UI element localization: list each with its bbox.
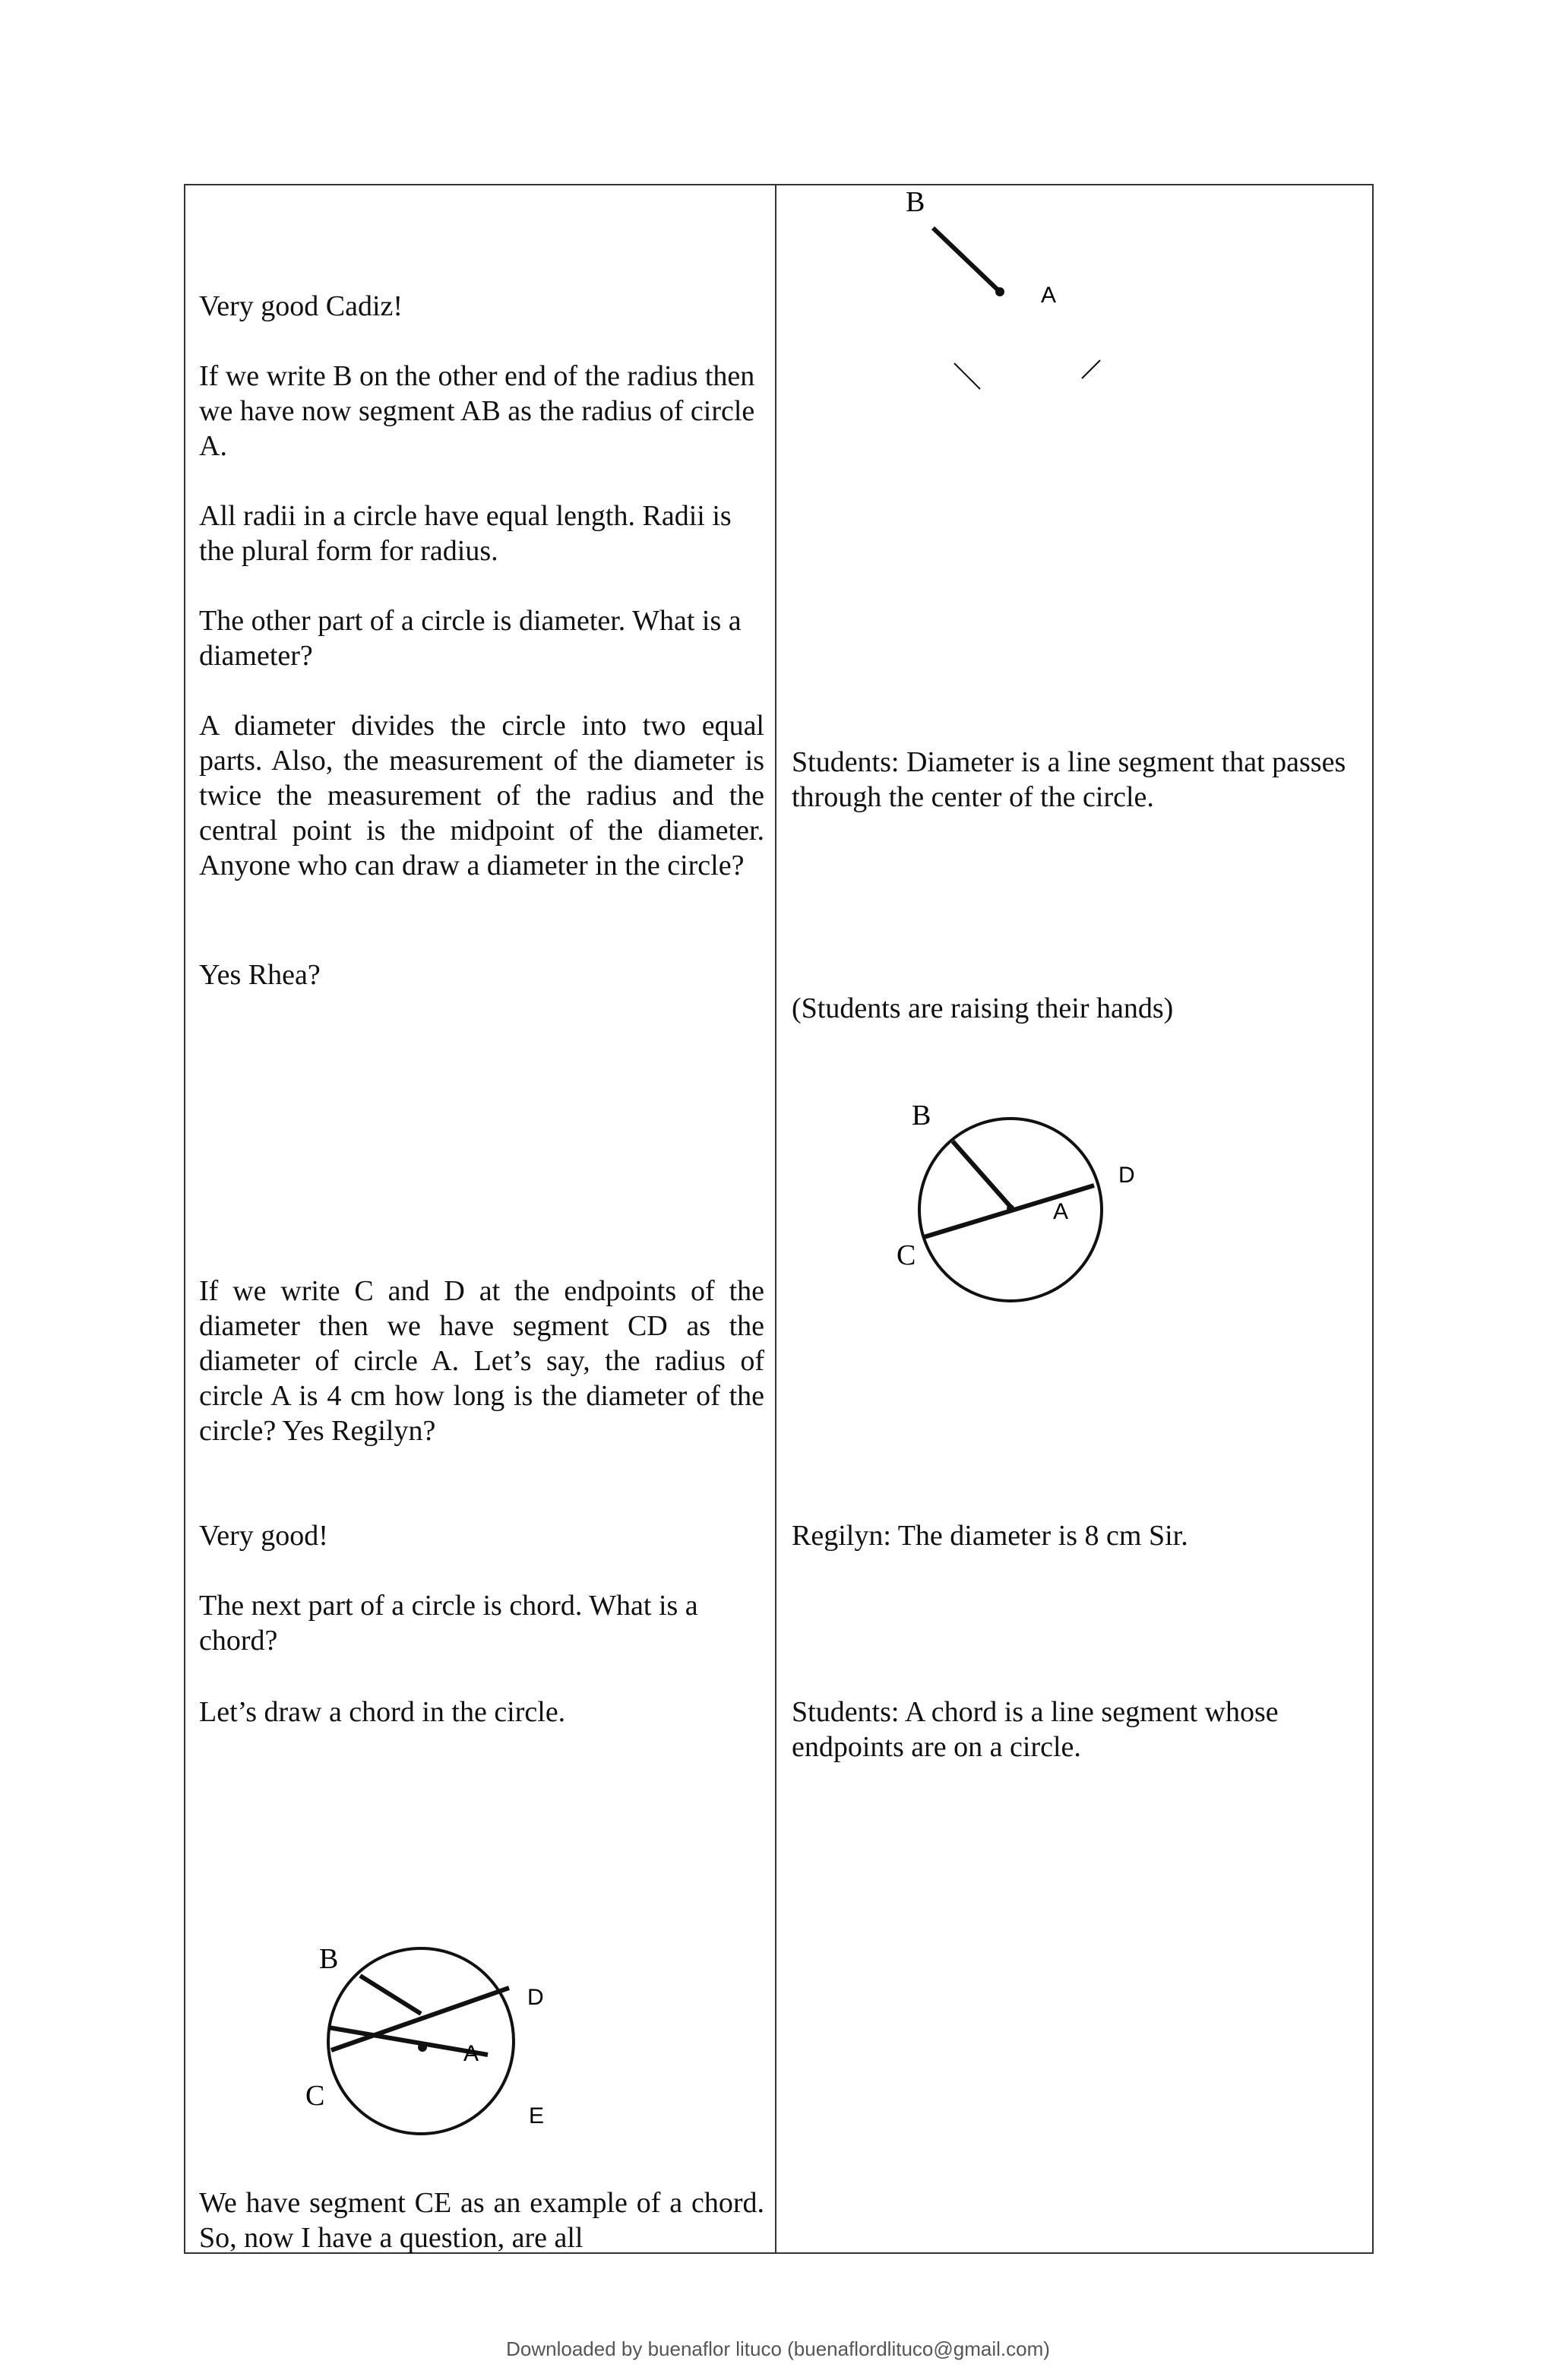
radius-segment-ab (933, 228, 1000, 292)
circle-arc-mark-left (954, 363, 980, 389)
left-text-yes-rhea: Yes Rhea? (199, 959, 321, 991)
left-text-radii: All radii in a circle have equal length. Radii is the plural form for radius. (199, 500, 732, 567)
label-c: C (305, 2080, 325, 2112)
download-footer: Downloaded by buenaflor lituco (buenaflordlituco@gmail.com) (506, 2337, 1050, 2360)
label-b: B (319, 1943, 339, 1975)
left-text-segment-cd: If we write C and D at the endpoints of the diameter then we have segment CD as the diameter of circle A. Let’s say, the radius of circle A is 4 cm how long is the diameter of the circle? Yes Regilyn? (199, 1275, 764, 1447)
left-text-diameter-explanation: A diameter divides the circle into two equal parts. Also, the measurement of the diameter is twice the measurement of the radius and the central point is the midpoint of the diameter. Anyone who can draw a diameter in the circle? (199, 710, 764, 881)
left-text-chord-question: The next part of a circle is chord. What is a chord? (199, 1590, 698, 1657)
label-a: A (463, 2041, 479, 2066)
center-point-a (418, 2043, 427, 2052)
label-b: B (912, 1100, 931, 1131)
radius-diagram (874, 176, 1132, 404)
left-text-very-good-cadiz: Very good Cadiz! (199, 290, 403, 322)
right-text-raising-hands: (Students are raising their hands) (792, 992, 1174, 1024)
label-d: D (527, 1985, 544, 2010)
radius-segment-ab (360, 1976, 421, 2014)
right-text-students-diameter: Students: Diameter is a line segment that passes through the center of the circle. (792, 746, 1346, 813)
center-point-a (1007, 1204, 1014, 1212)
left-text-diameter-question: The other part of a circle is diameter. What is a diameter? (199, 605, 742, 672)
right-text-regilyn-answer: Regilyn: The diameter is 8 cm Sir. (792, 1520, 1188, 1552)
label-a: A (1053, 1199, 1069, 1224)
label-b: B (906, 186, 925, 218)
right-text-students-chord: Students: A chord is a line segment whose endpoints are on a circle. (792, 1696, 1279, 1763)
chord-diagram (296, 1912, 600, 2140)
left-text-segment-ce: We have segment CE as an example of a chord. So, now I have a question, are all (199, 2187, 764, 2254)
left-text-radius-ab: If we write B on the other end of the radius then we have now segment AB as the radius of circle A. (199, 360, 755, 462)
column-divider (775, 184, 776, 2254)
label-c: C (897, 1239, 916, 1271)
label-d: D (1118, 1163, 1135, 1188)
left-text-very-good: Very good! (199, 1520, 328, 1552)
center-point-a (995, 287, 1004, 296)
circle-arc-mark-right (1082, 360, 1100, 378)
diameter-diagram (874, 1088, 1178, 1316)
label-a: A (1041, 283, 1057, 308)
radius-segment-ab (953, 1141, 1010, 1207)
label-e: E (529, 2103, 545, 2128)
left-text-draw-chord: Let’s draw a chord in the circle. (199, 1696, 566, 1728)
